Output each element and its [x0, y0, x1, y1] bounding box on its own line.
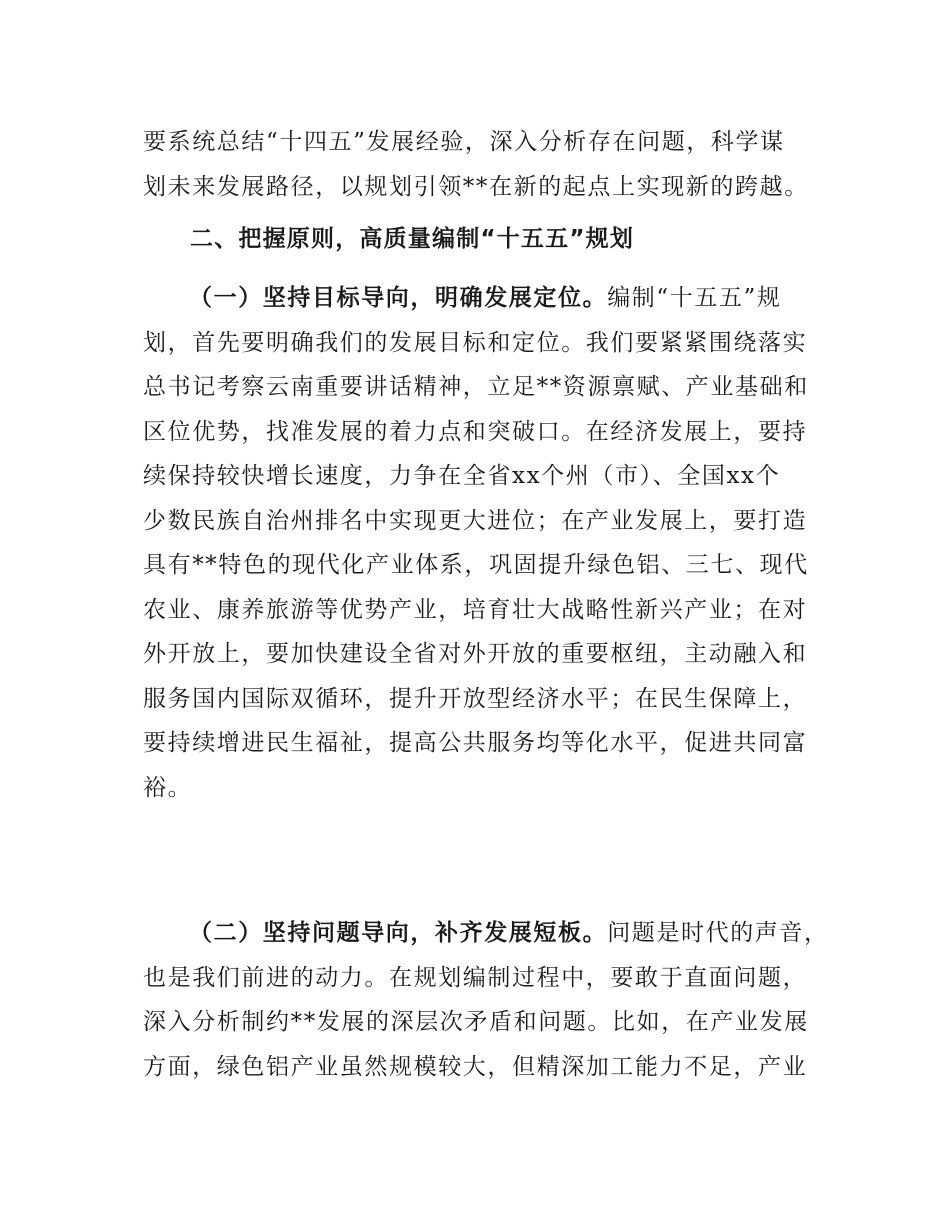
- point-two-first-line-rest: 问题是时代的声音，: [607, 920, 829, 946]
- text-line: 方面，绿色铝产业虽然规模较大，但精深加工能力不足，产业: [143, 1053, 808, 1080]
- text-line: 总书记考察云南重要讲话精神，立足**资源禀赋、产业基础和: [143, 374, 809, 400]
- text-line: 续保持较快增长速度，力争在全省xx个州（市）、全国xx个: [143, 463, 781, 489]
- text-line: 深入分析制约**发展的深层次矛盾和问题。比如，在产业发展: [143, 1009, 809, 1035]
- paragraph-point-two: [143, 911, 829, 1089]
- text-line: 裕。: [143, 774, 193, 801]
- text-line: 划未来发展路径，以规划引领**在新的起点上实现新的跨越。: [143, 173, 809, 200]
- point-one-lead: （一）坚持目标导向，明确发展定位。: [189, 285, 608, 311]
- text-line: 要持续增进民生福祉，提高公共服务均等化水平，促进共同富: [143, 730, 808, 756]
- paragraph-point-one: [143, 276, 813, 810]
- point-one-first-line-rest: 编制“十五五”规: [607, 285, 782, 311]
- text-line: 外开放上，要加快建设全省对外开放的重要枢纽，主动融入和: [143, 641, 808, 667]
- point-two-lead: （二）坚持问题导向，补齐发展短板。: [189, 920, 608, 946]
- text-line: 农业、康养旅游等优势产业，培育壮大战略性新兴产业；在对: [143, 596, 808, 623]
- text-line: 具有**特色的现代化产业体系，巩固提升绿色铝、三七、现代: [143, 552, 809, 578]
- text-line: 区位优势，找准发展的着力点和突破口。在经济发展上，要持: [143, 418, 808, 445]
- text-line: 服务国内国际双循环，提升开放型经济水平；在民生保障上，: [143, 685, 808, 712]
- text-line: 少数民族自治州排名中实现更大进位；在产业发展上，要打造: [143, 507, 808, 534]
- section-heading: 二、把握原则，高质量编制“十五五”规划: [190, 226, 635, 252]
- text-line: [143, 911, 829, 956]
- text-line: [143, 276, 813, 321]
- text-line: 要系统总结“十四五”发展经验，深入分析存在问题，科学谋: [143, 129, 785, 155]
- text-line: 也是我们前进的动力。在规划编制过程中，要敢于直面问题，: [143, 964, 808, 991]
- intro-paragraph: [143, 120, 813, 209]
- text-line: 划，首先要明确我们的发展目标和定位。我们要紧紧围绕落实: [143, 329, 808, 356]
